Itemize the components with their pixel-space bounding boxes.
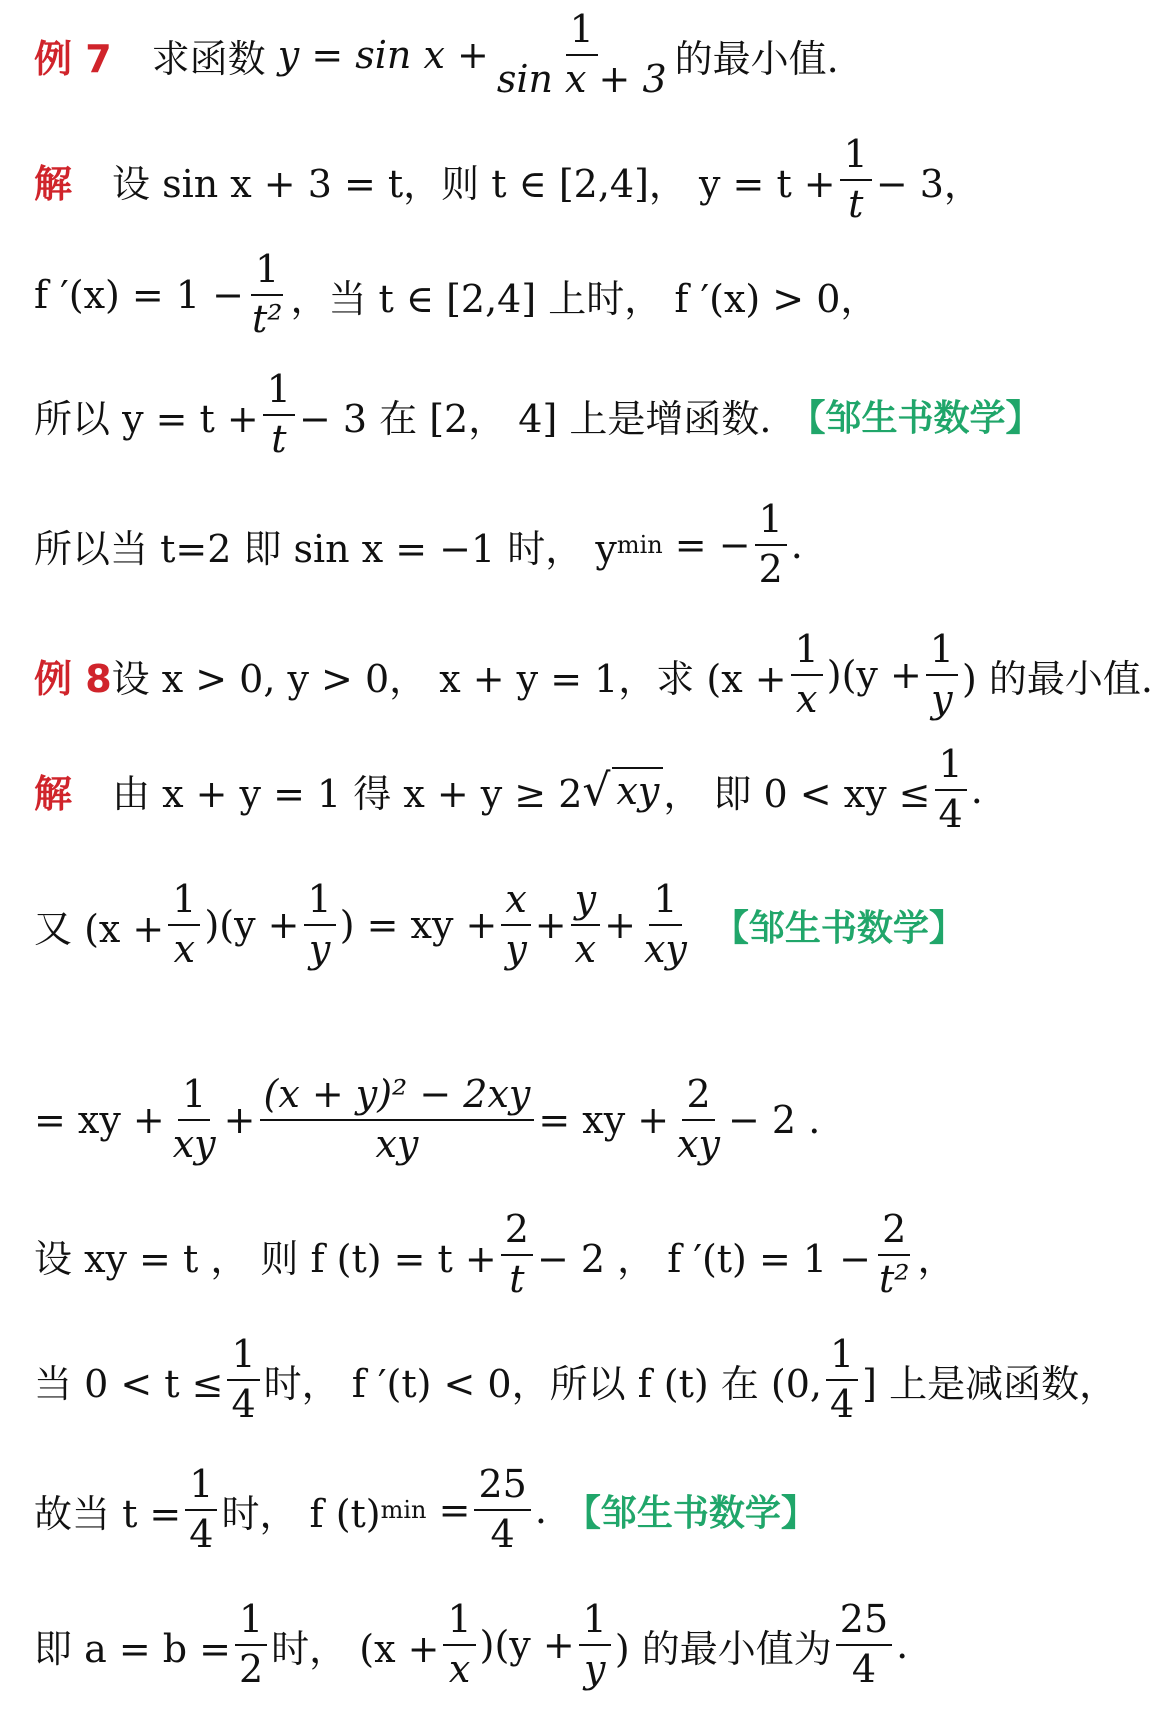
result-text: 故当 t = xyxy=(34,1491,182,1536)
conclusion-text: 所以 y = t + xyxy=(34,396,259,441)
fraction: $\frac{2}{\text{t²}}$ xyxy=(878,1207,910,1301)
fraction: $\frac{1}{xy}$ xyxy=(172,1072,216,1166)
minimum-text: 所以当 t=2 即 sin x = −1 时， y xyxy=(34,526,617,571)
simplify-text: = xy + xyxy=(34,1098,165,1142)
plus-sign: + xyxy=(534,903,567,947)
fraction: $\frac{1}{x}$ xyxy=(168,880,200,970)
expansion-text: ) = xy + xyxy=(339,903,498,947)
fraction: $\frac{1}{y}$ xyxy=(926,630,958,720)
example8-text: ) 的最小值. xyxy=(961,656,1153,701)
fraction: $\frac{25}{4}$ xyxy=(474,1465,530,1555)
fraction: $\frac{1}{t}$ xyxy=(840,135,872,225)
plus-sign: + xyxy=(223,1098,256,1142)
example8-text: )(y + xyxy=(826,653,922,697)
solution7-line2 xyxy=(34,240,1060,350)
solution8-line4 xyxy=(34,1200,1060,1310)
fraction: $\frac{1}{y}$ xyxy=(304,880,336,970)
final-text: 即 a = b = xyxy=(34,1626,231,1671)
solution8-line7 xyxy=(34,1590,1060,1700)
fraction: $\frac{1}{2}$ xyxy=(755,500,787,590)
watermark: 【邹生书数学】 xyxy=(564,1492,817,1534)
fraction: $\frac{1}{4}$ xyxy=(185,1465,217,1555)
fraction: $\frac{1}{t}$ xyxy=(263,370,295,460)
fraction: $\frac{1}{y}$ xyxy=(579,1600,611,1690)
substitution-text: − 2 ， f ′(t) = 1 − xyxy=(536,1236,871,1281)
solution8-line1 xyxy=(34,735,1060,845)
final-text: ) 的最小值为 xyxy=(614,1626,832,1671)
fraction: $\frac{1}{4}$ xyxy=(227,1335,259,1425)
solution8-label: 解 xyxy=(34,771,73,816)
example7-fraction: $\frac{1}{\text{sin x + 3}}$ xyxy=(496,7,667,101)
fraction: $\frac{y}{x}$ xyxy=(571,880,600,970)
sqrt-icon: √ xyxy=(582,764,611,816)
derivative-text: f ′(x) = 1 − xyxy=(34,273,244,317)
fraction: $\frac{x}{y}$ xyxy=(501,880,530,970)
fraction: $\frac{1}{2}$ xyxy=(235,1600,267,1690)
subscript: min xyxy=(380,1496,427,1524)
simplify-text: = xy + xyxy=(538,1098,670,1142)
example8-line xyxy=(34,620,1153,730)
minimum-text: = − xyxy=(674,523,751,567)
fraction: $\frac{2}{xy}$ xyxy=(677,1072,721,1166)
fraction: $\frac{25}{4}$ xyxy=(836,1600,892,1690)
watermark: 【邹生书数学】 xyxy=(789,397,1042,439)
simplify-text: − 2 . xyxy=(728,1098,821,1142)
substitution-text: 设 xy = t ， 则 f (t) = t + xyxy=(34,1236,497,1281)
final-text: 时， (x + xyxy=(271,1626,440,1671)
conclusion-text: − 3 在 [2， 4] 上是增函数. xyxy=(298,396,772,441)
solution7-line1 xyxy=(34,125,1060,235)
period: . xyxy=(790,523,803,567)
expansion-text: )(y + xyxy=(204,903,300,947)
period: . xyxy=(970,768,983,812)
fraction: $\frac{2}{t}$ xyxy=(501,1210,533,1300)
comma: ， xyxy=(917,1236,956,1281)
subscript: min xyxy=(616,531,663,559)
example7-label: 例 7 xyxy=(34,36,112,81)
solution7-line3 xyxy=(34,360,1060,470)
fraction: $\frac{1}{\text{t²}}$ xyxy=(251,247,283,341)
solution7-text: − 3， xyxy=(875,161,982,206)
derivative-text: ，当 t ∈ [2,4] 上时， f ′(x) > 0， xyxy=(290,276,879,321)
example7-problem-pre: 求函数 xyxy=(151,36,266,81)
period: . xyxy=(896,1623,909,1667)
fraction: $\frac{1}{4}$ xyxy=(826,1335,858,1425)
watermark: 【邹生书数学】 xyxy=(712,907,965,949)
solution8-line2 xyxy=(34,870,1060,980)
monotonic-text: ] 上是减函数， xyxy=(862,1361,1118,1406)
equals-sign: = xyxy=(438,1488,471,1532)
solution8-text: ， 即 0 < xy ≤ xyxy=(663,771,931,816)
sqrt-content: xy xyxy=(612,767,663,813)
monotonic-text: 当 0 < t ≤ xyxy=(34,1361,224,1406)
fraction: $\frac{1}{x}$ xyxy=(443,1600,475,1690)
monotonic-text: 时， f ′(t) < 0，所以 f (t) 在 (0, xyxy=(263,1361,822,1406)
fraction: $\frac{\text{(x + y)² − 2xy}}{xy}$ xyxy=(260,1075,535,1165)
solution8-line3 xyxy=(34,1060,1060,1180)
plus-sign: + xyxy=(604,903,636,947)
example7-line xyxy=(34,0,1060,110)
solution8-text: 由 x + y = 1 得 x + y ≥ 2 xyxy=(112,771,583,816)
final-text: )(y + xyxy=(479,1623,575,1667)
expansion-text: 又 (x + xyxy=(34,906,165,951)
solution7-text: 设 sin x + 3 = t，则 t ∈ [2,4]， y = t + xyxy=(112,161,836,206)
solution8-line5 xyxy=(34,1325,1118,1435)
fraction: $\frac{1}{4}$ xyxy=(935,745,967,835)
fraction: $\frac{1}{x}$ xyxy=(791,630,823,720)
solution8-line6 xyxy=(34,1455,1060,1565)
example8-label: 例 8 xyxy=(34,656,112,701)
example7-expr: y = sin x + xyxy=(277,33,489,77)
example8-text: 设 x > 0, y > 0， x + y = 1，求 (x + xyxy=(111,656,787,701)
solution7-label: 解 xyxy=(34,161,73,206)
result-text: 时， f (t) xyxy=(221,1491,381,1536)
solution7-line4 xyxy=(34,490,1060,600)
example7-problem-post: 的最小值. xyxy=(674,36,839,81)
period: . xyxy=(534,1488,547,1532)
fraction: $\frac{1}{xy}$ xyxy=(643,877,687,971)
